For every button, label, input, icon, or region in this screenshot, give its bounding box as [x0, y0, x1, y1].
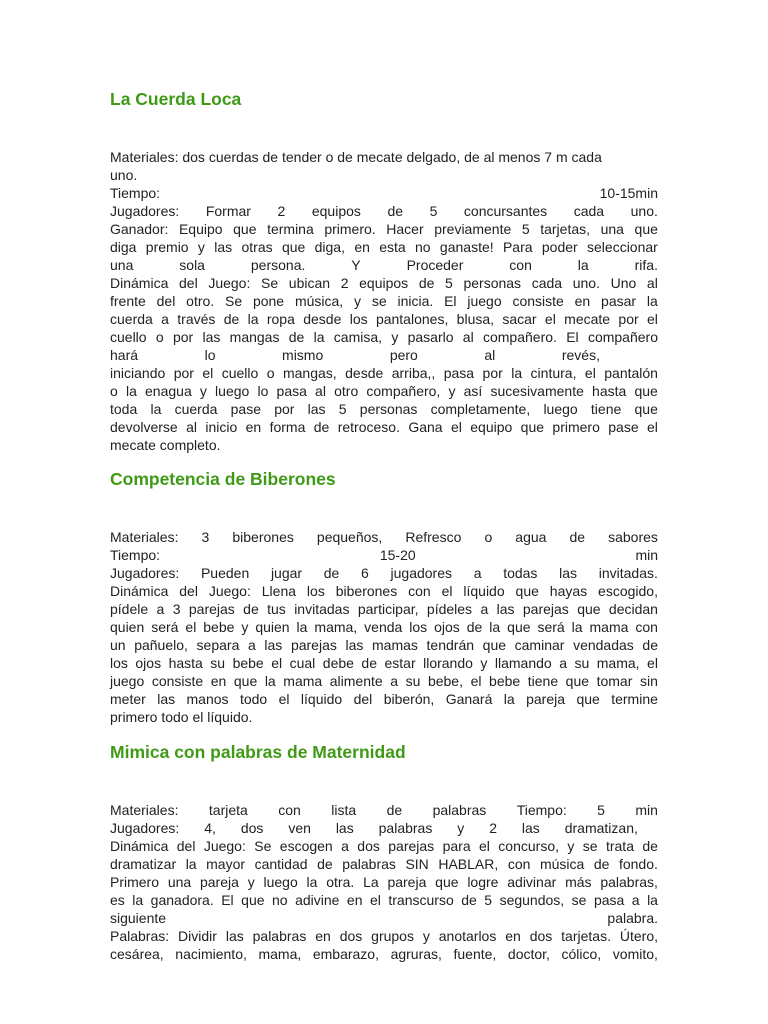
text-line: cuerda a través de la ropa desde los pantalones, blusa, sacar el mecate por el [110, 311, 658, 327]
section-body [110, 801, 658, 963]
text-line: juego consiste en que la mama alimente a su bebe, el bebe tiene que tomar sin [110, 673, 658, 689]
text-line: Jugadores: Formar 2 equipos de 5 concursantes cada uno. [110, 203, 658, 219]
text-line: hará lo mismo pero al revés, [110, 347, 600, 363]
text-line: frente del otro. Se pone música, y se inicia. El juego consiste en pasar la [110, 293, 658, 309]
text-line: Primero una pareja y luego la otra. La pareja que logre adivinar más palabras, [110, 874, 658, 890]
text-line: un pañuelo, separa a las parejas las mamas tendrán que caminar vendadas de [110, 637, 658, 653]
section-body [110, 148, 658, 454]
text-line: meter las manos todo el líquido del biberón, Ganará la pareja que termine [110, 691, 658, 707]
text-line: Jugadores: Pueden jugar de 6 jugadores a todas las invitadas. [110, 565, 658, 581]
text-line: Dinámica del Juego: Llena los biberones con el líquido que hayas escogido, [110, 583, 658, 599]
text-line: o la enagua y luego lo pasa al otro compañero, y así sucesivamente hasta que [110, 383, 658, 399]
text-line: quien será el bebe y quien la mama, venda los ojos de la que será la mama con [110, 619, 658, 635]
section-body [110, 528, 658, 726]
text-line: una sola persona. Y Proceder con la rifa. [110, 257, 658, 273]
section-title: Mimica con palabras de Maternidad [110, 742, 406, 762]
section-competencia-de-biberones [110, 468, 658, 726]
text-line: Dinámica del Juego: Se ubican 2 equipos de 5 personas cada uno. Uno al [110, 275, 658, 291]
text-line: Palabras: Dividir las palabras en dos grupos y anotarlos en dos tarjetas. Útero, [110, 928, 658, 944]
text-line: Dinámica del Juego: Se escogen a dos parejas para el concurso, y se trata de [110, 838, 658, 854]
text-line: Materiales: 3 biberones pequeños, Refresco o agua de sabores [110, 529, 658, 545]
text-line: uno. [110, 167, 138, 183]
text-line: es la ganadora. El que no adivine en el transcurso de 5 segundos, se pasa a la [110, 892, 658, 908]
text-line: cuello o por las mangas de la camisa, y pasarlo al compañero. El compañero [110, 329, 658, 345]
text-line: Jugadores: 4, dos ven las palabras y 2 las dramatizan, [110, 820, 638, 836]
section-title: La Cuerda Loca [110, 89, 242, 109]
section-mimica-con-palabras [110, 741, 658, 963]
text-line: Materiales: tarjeta con lista de palabras Tiempo: 5 min [110, 802, 658, 818]
text-line: iniciando por el cuello o mangas, desde arriba,, pasa por la cintura, el pantalón [110, 365, 658, 381]
text-line: Tiempo: 10-15min [110, 185, 658, 201]
text-line: siguiente palabra. [110, 910, 658, 926]
text-line: dramatizar la mayor cantidad de palabras SIN HABLAR, con música de fondo. [110, 856, 658, 872]
text-line: Ganador: Equipo que termina primero. Hacer previamente 5 tarjetas, una que [110, 221, 658, 237]
text-line: pídele a 3 parejas de tus invitadas participar, pídeles a las parejas que decidan [110, 601, 658, 617]
text-line: Tiempo: 15-20 min [110, 547, 658, 563]
section-la-cuerda-loca [110, 88, 658, 454]
section-title: Competencia de Biberones [110, 469, 336, 489]
text-line: los ojos hasta su bebe el cual debe de estar llorando y llamando a su mama, el [110, 655, 658, 671]
text-line: primero todo el líquido. [110, 709, 253, 725]
text-line: devolverse al inicio en forma de retroceso. Gana el equipo que primero pase el [110, 419, 658, 435]
text-line: mecate completo. [110, 437, 221, 453]
text-line: Materiales: dos cuerdas de tender o de mecate delgado, de al menos 7 m cada [110, 149, 602, 165]
text-line: cesárea, nacimiento, mama, embarazo, agruras, fuente, doctor, cólico, vomito, [110, 946, 658, 962]
text-line: diga premio y las otras que diga, en esta no ganaste! Para poder seleccionar [110, 239, 658, 255]
text-line: toda la cuerda pase por las 5 personas completamente, luego tiene que [110, 401, 658, 417]
